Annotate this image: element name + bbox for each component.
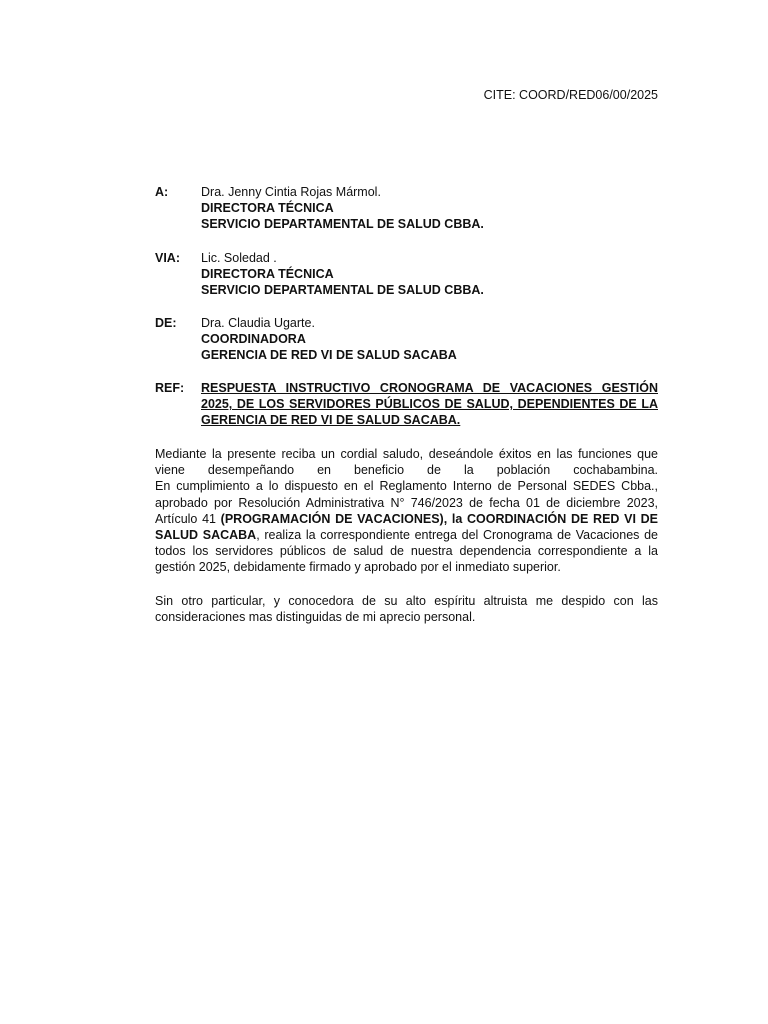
via-office: SERVICIO DEPARTAMENTAL DE SALUD CBBA. [201,283,484,298]
main-paragraph [155,478,658,575]
closing-paragraph: Sin otro particular, y conocedora de su alto espíritu altruista me despido con las consideraciones mas distinguidas de mi aprecio personal. [155,594,658,625]
recipient-position: DIRECTORA TÉCNICA [201,201,334,216]
body-paragraph [155,446,658,576]
sender-position: COORDINADORA [201,332,306,347]
via-position: DIRECTORA TÉCNICA [201,267,334,282]
main-paragraph-bold: (PROGRAMACIÓN DE VACACIONES), la COORDINACIÓN DE RED VI DE SALUD SACABA [155,511,658,543]
greeting-line: Mediante la presente reciba un cordial saludo, deseándole éxitos en las funciones que viene desempeñando en beneficio de la población cochabambina. [155,447,658,478]
recipient-block [155,184,658,233]
recipient-name: Dra. Jenny Cintia Rojas Mármol. [201,185,381,199]
sender-name: Dra. Claudia Ugarte. [201,316,315,330]
sender-block [155,315,658,364]
cite-reference: CITE: COORD/RED06/00/2025 [483,88,658,102]
via-label: VIA: [155,251,180,265]
via-block [155,250,658,299]
sender-label: DE: [155,316,177,330]
reference-block [155,380,658,429]
recipient-office: SERVICIO DEPARTAMENTAL DE SALUD CBBA. [201,217,484,232]
via-name: Lic. Soledad . [201,251,277,265]
sender-office: GERENCIA DE RED VI DE SALUD SACABA [201,348,457,363]
main-paragraph-text-2: , realiza la correspondiente entrega del Cronograma de Vacaciones de todos los servidores públicos de salud de nuestra dependencia correspondiente a la gestión 2025, debidamente firmado y aprobado por el inmediato superior. [155,528,658,575]
reference-text: RESPUESTA INSTRUCTIVO CRONOGRAMA DE VACACIONES GESTIÓN 2025, DE LOS SERVIDORES PÚBLICOS DE SALUD, DEPENDIENTES DE LA GERENCIA DE RED VI DE SALUD SACABA. [201,381,658,428]
reference-label: REF: [155,381,185,395]
main-paragraph-text-1: En cumplimiento a lo dispuesto en el Reglamento Interno de Personal SEDES Cbba., aprobado por Resolución Administrativa N° 746/2023 de fecha 01 de diciembre 2023, Artículo 41 [155,479,658,526]
recipient-label: A: [155,185,169,199]
